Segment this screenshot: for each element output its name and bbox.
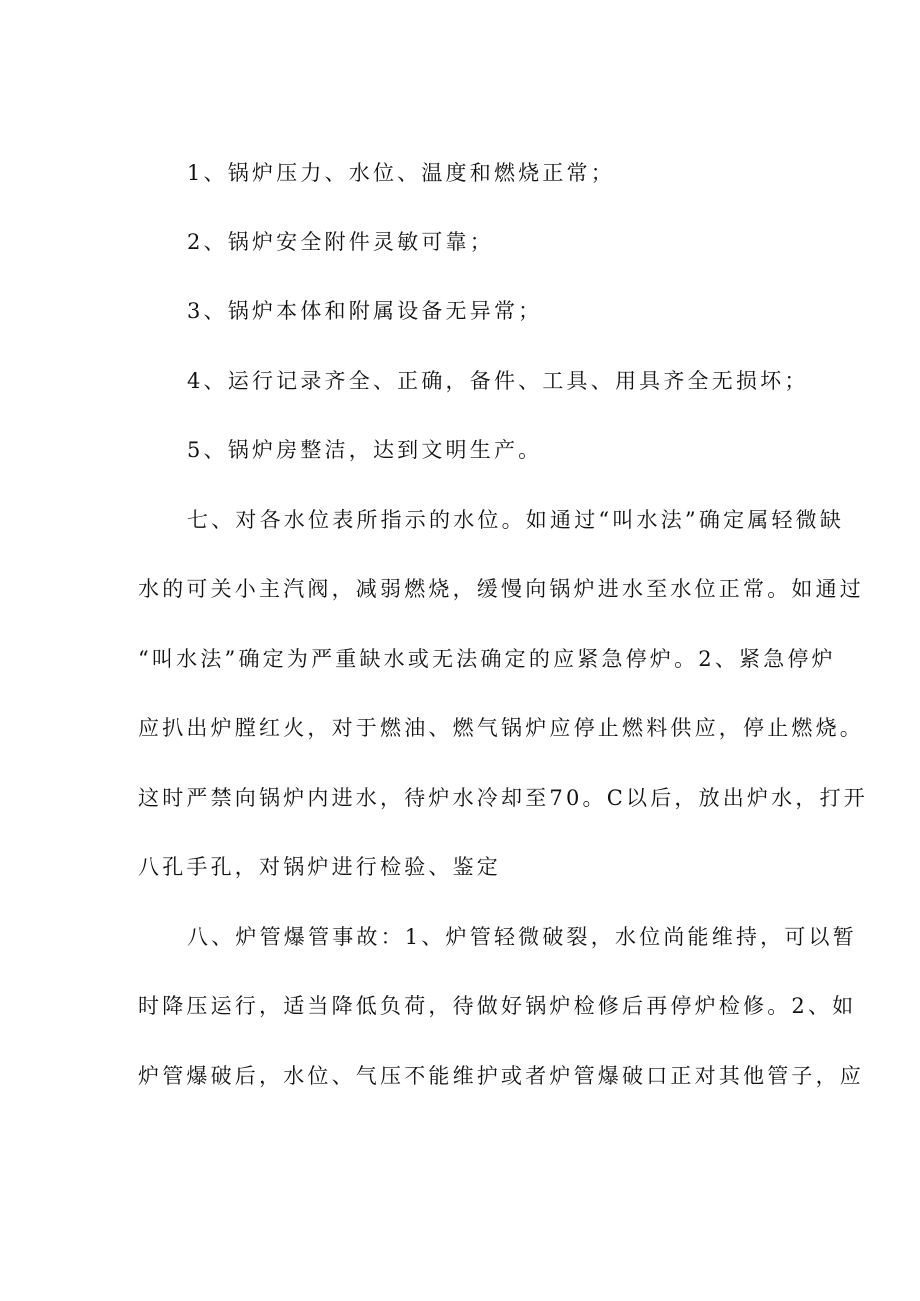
paragraph-line: 应扒出炉膛红火，对于燃油、燃气锅炉应停止燃料供应，停止燃烧。 (138, 716, 864, 740)
paragraph-line: “叫水法”确定为严重缺水或无法确定的应紧急停炉。2、紧急停炉 (138, 647, 836, 671)
paragraph-line: 七、对各水位表所指示的水位。如通过“叫水法”确定属轻微缺 (187, 508, 845, 532)
paragraph-line: 炉管爆破后，水位、气压不能维护或者炉管爆破口正对其他管子，应 (138, 1064, 864, 1088)
paragraph-line: 这时严禁向锅炉内进水，待炉水冷却至70。C以后，放出炉水，打开 (138, 786, 868, 810)
paragraph-line: 八孔手孔，对锅炉进行检验、鉴定 (138, 855, 501, 879)
list-item: 4、运行记录齐全、正确，备件、工具、用具齐全无损坏； (187, 369, 809, 393)
list-item: 5、锅炉房整洁，达到文明生产。 (187, 438, 543, 462)
list-item: 2、锅炉安全附件灵敏可靠； (187, 230, 494, 254)
paragraph-line: 时降压运行，适当降低负荷，待做好锅炉检修后再停炉检修。2、如 (138, 994, 857, 1018)
list-item: 1、锅炉压力、水位、温度和燃烧正常； (187, 161, 615, 185)
paragraph-line: 水的可关小主汽阀，减弱燃烧，缓慢向锅炉进水至水位正常。如通过 (138, 577, 864, 601)
list-item: 3、锅炉本体和附属设备无异常； (187, 299, 543, 323)
paragraph-line: 八、炉管爆管事故：1、炉管轻微破裂，水位尚能维持，可以暂 (187, 925, 857, 949)
